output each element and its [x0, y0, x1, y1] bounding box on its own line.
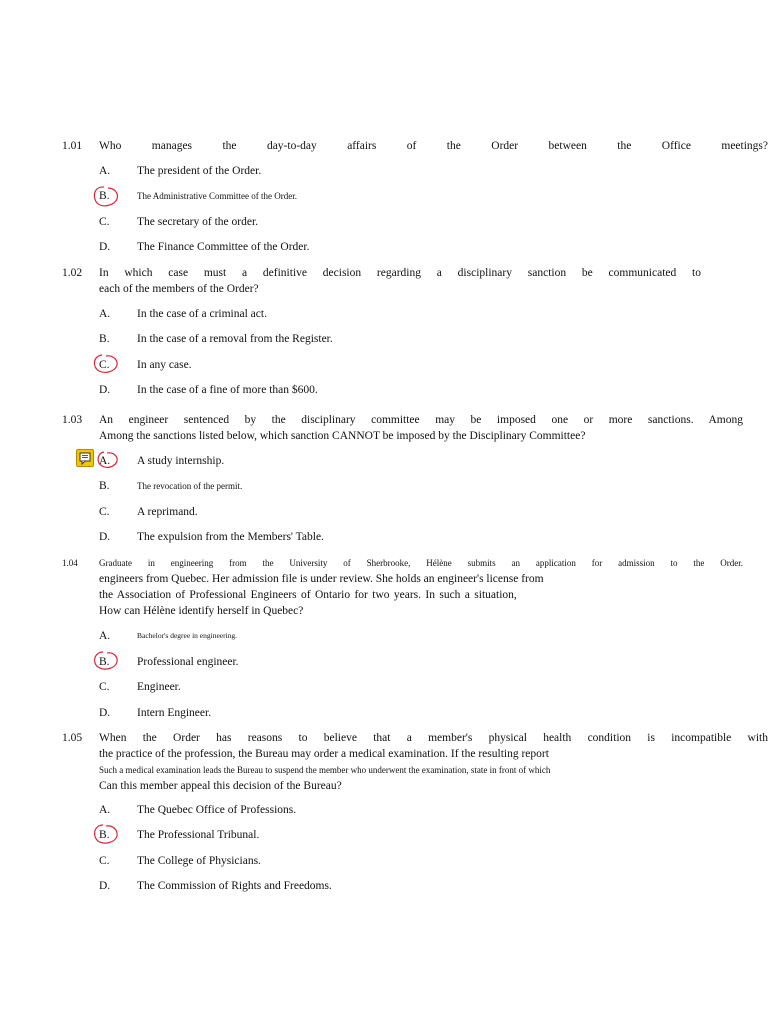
comment-note-icon[interactable] [76, 449, 94, 467]
question-1-04 [62, 555, 768, 619]
question-number: 1.01 [62, 140, 83, 152]
question-stem: Who manages the day-to-day affairs of the Order between the Office meetings? [99, 140, 768, 152]
question-stem-continued: How can Hélène identify herself in Quebec? [99, 605, 304, 617]
question-1-05 [62, 730, 768, 794]
question-1-03 [62, 412, 768, 444]
question-stem: When the Order has reasons to believe that a member's physical health condition is incompatible with [99, 732, 768, 744]
question-number: 1.04 [62, 558, 78, 568]
question-stem-continued: the practice of the profession, the Bureau may order a medical examination. If the resulting report [99, 748, 549, 760]
question-stem-continued: Can this member appeal this decision of the Bureau? [99, 780, 342, 792]
question-number: 1.03 [62, 414, 83, 426]
question-1-01 [62, 138, 768, 154]
question-stem: In which case must a definitive decision regarding a disciplinary sanction be communicated to [99, 267, 701, 279]
question-number: 1.02 [62, 267, 83, 279]
question-stem: Graduate in engineering from the University of Sherbrooke, Hélène submits an application for admission to the Order. [99, 558, 743, 568]
question-stem-continued: engineers from Quebec. Her admission file is under review. She holds an engineer's license from [99, 573, 544, 585]
question-number: 1.05 [62, 732, 83, 744]
question-stem-continued: Among the sanctions listed below, which sanction CANNOT be imposed by the Disciplinary Committee? [99, 430, 586, 442]
question-stem-continued: the Association of Professional Engineers of Ontario for two years. In such a situation, [99, 589, 517, 601]
question-stem-continued: Such a medical examination leads the Bureau to suspend the member who underwent the examination, state in front of which [99, 765, 551, 775]
question-1-02 [62, 265, 768, 297]
question-stem-continued: each of the members of the Order? [99, 283, 259, 295]
question-stem: An engineer sentenced by the disciplinary committee may be imposed one or more sanctions. Among [99, 414, 743, 426]
